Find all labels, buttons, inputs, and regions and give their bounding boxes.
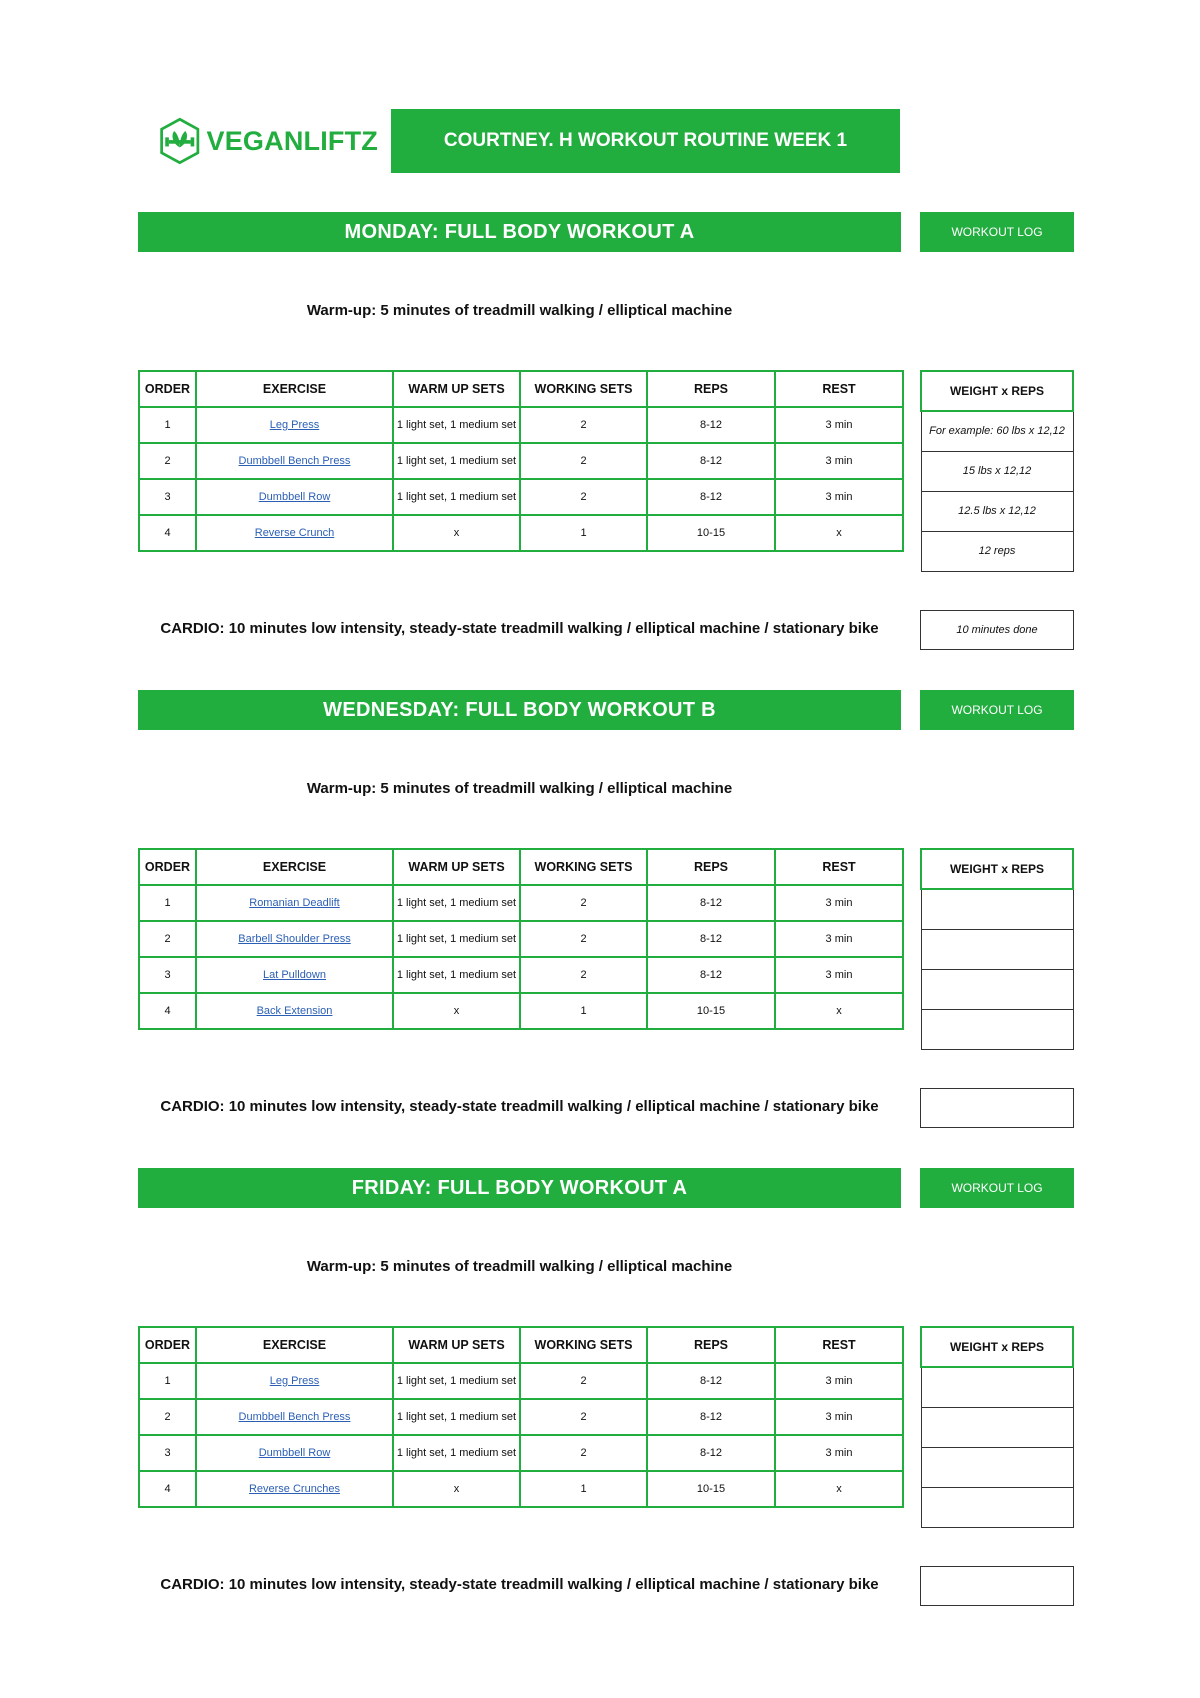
weight-log-cell[interactable]: [921, 1487, 1073, 1527]
table-row: [139, 885, 903, 921]
table-row: [139, 1435, 903, 1471]
workout-log-button[interactable]: WORKOUT LOG: [920, 1168, 1074, 1208]
rest-cell: 3 min: [775, 1435, 903, 1471]
weight-log-cell[interactable]: 12 reps: [921, 531, 1073, 571]
exercise-table-friday: [138, 1326, 904, 1508]
working-sets-cell: 1: [520, 1471, 647, 1507]
column-header-reps: REPS: [647, 1327, 775, 1363]
reps-cell: 8-12: [647, 407, 775, 443]
dumbbell-leaf-logo-icon: [158, 114, 202, 168]
working-sets-cell: 2: [520, 885, 647, 921]
exercise-link[interactable]: Dumbbell Row: [258, 1447, 331, 1459]
table-header-row: [139, 849, 903, 885]
warmup-sets-cell: 1 light set, 1 medium set: [393, 1435, 520, 1471]
column-header-order: ORDER: [139, 371, 196, 407]
order-cell: 2: [139, 921, 196, 957]
warmup-sets-cell: 1 light set, 1 medium set: [393, 1399, 520, 1435]
working-sets-cell: 2: [520, 443, 647, 479]
exercise-link[interactable]: Dumbbell Row: [258, 491, 331, 503]
weight-log-cell[interactable]: [921, 1367, 1073, 1407]
reps-cell: 8-12: [647, 443, 775, 479]
warmup-text: Warm-up: 5 minutes of treadmill walking / elliptical machine: [306, 1258, 733, 1275]
weight-log-cell[interactable]: [921, 1407, 1073, 1447]
reps-cell: 8-12: [647, 921, 775, 957]
table-row: [139, 1471, 903, 1507]
order-cell: 3: [139, 1435, 196, 1471]
table-row: [139, 957, 903, 993]
table-header-row: [139, 371, 903, 407]
weight-log-cell[interactable]: [921, 929, 1073, 969]
cardio-log-box[interactable]: [920, 1088, 1074, 1128]
day-title-wednesday: WEDNESDAY: FULL BODY WORKOUT B: [138, 690, 901, 730]
exercise-cell: [196, 407, 393, 443]
order-cell: 1: [139, 1363, 196, 1399]
rest-cell: 3 min: [775, 921, 903, 957]
reps-cell: 10-15: [647, 515, 775, 551]
column-header-weight-reps: WEIGHT x REPS: [921, 371, 1073, 411]
reps-cell: 8-12: [647, 885, 775, 921]
exercise-link[interactable]: Dumbbell Bench Press: [238, 455, 351, 467]
column-header-order: ORDER: [139, 849, 196, 885]
rest-cell: 3 min: [775, 407, 903, 443]
exercise-link[interactable]: Reverse Crunches: [248, 1483, 341, 1495]
reps-cell: 8-12: [647, 1435, 775, 1471]
cardio-text: CARDIO: 10 minutes low intensity, steady-state treadmill walking / elliptical machine / stationary bike: [160, 620, 879, 637]
column-header-rest: REST: [775, 1327, 903, 1363]
warmup-sets-cell: 1 light set, 1 medium set: [393, 957, 520, 993]
column-header-rest: REST: [775, 371, 903, 407]
reps-cell: 10-15: [647, 993, 775, 1029]
table-row: [139, 1399, 903, 1435]
exercise-cell: [196, 921, 393, 957]
table-row: [139, 407, 903, 443]
column-header-warmup-sets: WARM UP SETS: [393, 849, 520, 885]
column-header-working-sets: WORKING SETS: [520, 849, 647, 885]
column-header-exercise: EXERCISE: [196, 371, 393, 407]
rest-cell: 3 min: [775, 1399, 903, 1435]
reps-cell: 10-15: [647, 1471, 775, 1507]
day-title-monday: MONDAY: FULL BODY WORKOUT A: [138, 212, 901, 252]
table-header-row: [139, 1327, 903, 1363]
rest-cell: 3 min: [775, 479, 903, 515]
order-cell: 4: [139, 993, 196, 1029]
exercise-link[interactable]: Reverse Crunch: [254, 527, 335, 539]
reps-cell: 8-12: [647, 1363, 775, 1399]
warmup-sets-cell: 1 light set, 1 medium set: [393, 885, 520, 921]
order-cell: 3: [139, 479, 196, 515]
reps-cell: 8-12: [647, 957, 775, 993]
weight-log-cell[interactable]: [921, 889, 1073, 929]
warmup-text: Warm-up: 5 minutes of treadmill walking / elliptical machine: [306, 302, 733, 319]
warmup-sets-cell: 1 light set, 1 medium set: [393, 407, 520, 443]
rest-cell: 3 min: [775, 1363, 903, 1399]
logo-text: VEGANLIFTZ: [206, 125, 378, 156]
veganliftz-logo: [158, 114, 378, 168]
day-title-friday: FRIDAY: FULL BODY WORKOUT A: [138, 1168, 901, 1208]
workout-log-button[interactable]: WORKOUT LOG: [920, 212, 1074, 252]
column-header-working-sets: WORKING SETS: [520, 1327, 647, 1363]
exercise-cell: [196, 1435, 393, 1471]
weight-log-cell[interactable]: For example: 60 lbs x 12,12: [921, 411, 1073, 451]
warmup-sets-cell: 1 light set, 1 medium set: [393, 479, 520, 515]
working-sets-cell: 1: [520, 515, 647, 551]
exercise-cell: [196, 479, 393, 515]
working-sets-cell: 2: [520, 407, 647, 443]
exercise-link[interactable]: Romanian Deadlift: [249, 897, 340, 909]
cardio-text: CARDIO: 10 minutes low intensity, steady-state treadmill walking / elliptical machine / stationary bike: [160, 1576, 879, 1593]
warmup-sets-cell: x: [393, 515, 520, 551]
working-sets-cell: 1: [520, 993, 647, 1029]
exercise-cell: [196, 993, 393, 1029]
column-header-warmup-sets: WARM UP SETS: [393, 1327, 520, 1363]
page-title: COURTNEY. H WORKOUT ROUTINE WEEK 1: [391, 109, 900, 173]
rest-cell: x: [775, 1471, 903, 1507]
weight-log-cell[interactable]: 12.5 lbs x 12,12: [921, 491, 1073, 531]
rest-cell: x: [775, 993, 903, 1029]
exercise-cell: [196, 1399, 393, 1435]
warmup-sets-cell: 1 light set, 1 medium set: [393, 443, 520, 479]
exercise-link[interactable]: Back Extension: [256, 1005, 333, 1017]
table-row: [139, 515, 903, 551]
exercise-cell: [196, 957, 393, 993]
warmup-sets-cell: 1 light set, 1 medium set: [393, 1363, 520, 1399]
order-cell: 4: [139, 515, 196, 551]
working-sets-cell: 2: [520, 1399, 647, 1435]
working-sets-cell: 2: [520, 1363, 647, 1399]
weight-log-cell[interactable]: [921, 1447, 1073, 1487]
weight-log-table-wednesday: [920, 848, 1074, 1050]
warmup-text: Warm-up: 5 minutes of treadmill walking / elliptical machine: [306, 780, 733, 797]
column-header-order: ORDER: [139, 1327, 196, 1363]
order-cell: 1: [139, 407, 196, 443]
cardio-text: CARDIO: 10 minutes low intensity, steady-state treadmill walking / elliptical machine / stationary bike: [160, 1098, 879, 1115]
order-cell: 2: [139, 443, 196, 479]
working-sets-cell: 2: [520, 1435, 647, 1471]
weight-log-table-friday: [920, 1326, 1074, 1528]
exercise-cell: [196, 1471, 393, 1507]
exercise-link[interactable]: Lat Pulldown: [263, 969, 326, 981]
exercise-link[interactable]: Leg Press: [269, 419, 320, 431]
rest-cell: 3 min: [775, 443, 903, 479]
weight-log-table-monday: [920, 370, 1074, 572]
working-sets-cell: 2: [520, 921, 647, 957]
order-cell: 4: [139, 1471, 196, 1507]
order-cell: 3: [139, 957, 196, 993]
column-header-rest: REST: [775, 849, 903, 885]
exercise-table-wednesday: [138, 848, 904, 1030]
warmup-sets-cell: 1 light set, 1 medium set: [393, 921, 520, 957]
reps-cell: 8-12: [647, 1399, 775, 1435]
weight-log-cell[interactable]: [921, 1009, 1073, 1049]
rest-cell: 3 min: [775, 957, 903, 993]
table-row: [139, 993, 903, 1029]
table-row: [139, 921, 903, 957]
working-sets-cell: 2: [520, 957, 647, 993]
exercise-link[interactable]: Leg Press: [269, 1375, 320, 1387]
column-header-warmup-sets: WARM UP SETS: [393, 371, 520, 407]
reps-cell: 8-12: [647, 479, 775, 515]
order-cell: 1: [139, 885, 196, 921]
cardio-log-box[interactable]: 10 minutes done: [920, 610, 1074, 650]
table-row: [139, 443, 903, 479]
exercise-cell: [196, 515, 393, 551]
workout-log-button[interactable]: WORKOUT LOG: [920, 690, 1074, 730]
exercise-link[interactable]: Barbell Shoulder Press: [238, 933, 351, 945]
exercise-cell: [196, 1363, 393, 1399]
cardio-log-box[interactable]: [920, 1566, 1074, 1606]
weight-log-cell[interactable]: [921, 969, 1073, 1009]
working-sets-cell: 2: [520, 479, 647, 515]
exercise-table-monday: [138, 370, 904, 552]
column-header-reps: REPS: [647, 849, 775, 885]
warmup-sets-cell: x: [393, 1471, 520, 1507]
rest-cell: x: [775, 515, 903, 551]
column-header-working-sets: WORKING SETS: [520, 371, 647, 407]
column-header-exercise: EXERCISE: [196, 1327, 393, 1363]
column-header-exercise: EXERCISE: [196, 849, 393, 885]
table-row: [139, 479, 903, 515]
exercise-cell: [196, 885, 393, 921]
rest-cell: 3 min: [775, 885, 903, 921]
order-cell: 2: [139, 1399, 196, 1435]
warmup-sets-cell: x: [393, 993, 520, 1029]
column-header-weight-reps: WEIGHT x REPS: [921, 849, 1073, 889]
exercise-cell: [196, 443, 393, 479]
exercise-link[interactable]: Dumbbell Bench Press: [238, 1411, 351, 1423]
table-row: [139, 1363, 903, 1399]
weight-log-cell[interactable]: 15 lbs x 12,12: [921, 451, 1073, 491]
column-header-reps: REPS: [647, 371, 775, 407]
column-header-weight-reps: WEIGHT x REPS: [921, 1327, 1073, 1367]
